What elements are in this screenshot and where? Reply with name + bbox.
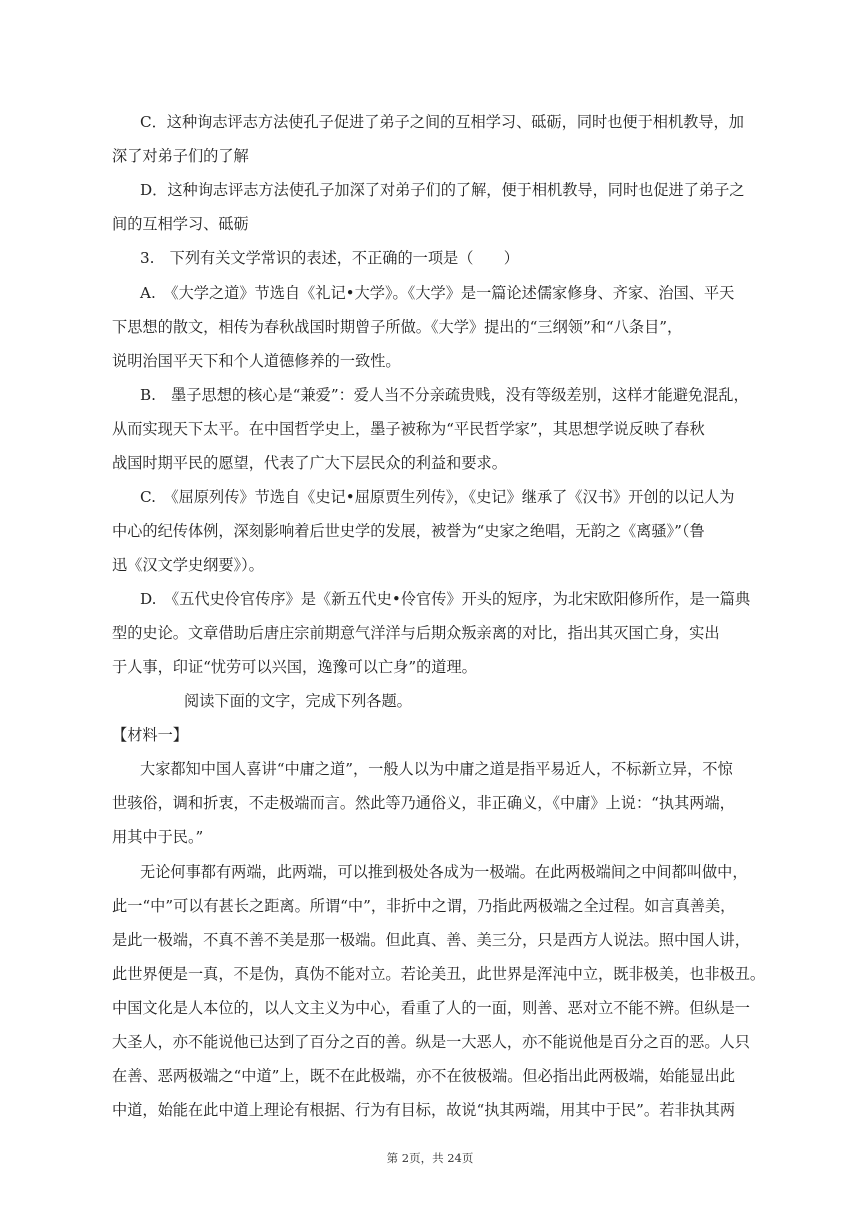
q3-option-a-line-2: 下思想的散文，相传为春秋战国时期曾子所做。《大学》提出的“三纲领”和“八条目”， <box>112 318 683 336</box>
option-d-line-1: D．这种询志评志方法使孔子加深了对弟子们的了解，便于相机教导，同时也促进了弟子之 <box>140 181 745 199</box>
q3-option-c-line-1: C. 《屈原列传》节选自《史记•屈原贾生列传》，《史记》继承了《汉书》开创的以记人为 <box>140 488 735 506</box>
material-one-heading: 【材料一】 <box>112 726 188 744</box>
q3-option-d-line-2: 型的史论。文章借助后唐庄宗前期意气洋洋与后期众叛亲离的对比，指出其灭国亡身，实出 <box>112 624 720 642</box>
option-d-line-2: 间的互相学习、砥砺 <box>112 215 249 233</box>
reading-instruction: 阅读下面的文字，完成下列各题。 <box>184 692 412 710</box>
q3-option-c-line-3: 迅《汉文学史纲要》）。 <box>112 556 264 574</box>
material-paragraph-2-line-4: 此世界便是一真，不是伪，真伪不能对立。若论美丑，此世界是浑沌中立，既非极美，也非极丑。 <box>112 965 766 983</box>
option-c-line-2: 深了对弟子们的了解 <box>112 147 249 165</box>
q3-option-d-line-3: 于人事，印证“忧劳可以兴国，逸豫可以亡身”的道理。 <box>112 658 477 676</box>
q3-option-b-line-2: 从而实现天下太平。在中国哲学史上，墨子被称为“平民哲学家”，其思想学说反映了春秋 <box>112 420 705 438</box>
question-3: 3. 下列有关文学常识的表述，不正确的一项是（ ） <box>140 249 519 267</box>
material-paragraph-2-line-2: 此一“中”可以有甚长之距离。所谓“中”，非折中之谓，乃指此两极端之全过程。如言真善美， <box>112 897 736 915</box>
material-paragraph-2-line-5: 中国文化是人本位的，以人文主义为中心，看重了人的一面，则善、恶对立不能不辨。但纵是一 <box>112 999 750 1017</box>
material-paragraph-1-line-1: 大家都知中国人喜讲“中庸之道”，一般人以为中庸之道是指平易近人，不标新立异，不惊 <box>140 760 733 778</box>
material-paragraph-1-line-3: 用其中于民。” <box>112 828 204 846</box>
q3-option-c-line-2: 中心的纪传体例，深刻影响着后世史学的发展，被誉为“史家之绝唱，无韵之《离骚》”（鲁 <box>112 522 705 540</box>
q3-option-d-line-1: D. 《五代史伶官传序》是《新五代史•伶官传》开头的短序，为北宋欧阳修所作，是一篇典 <box>140 590 751 608</box>
material-paragraph-2-line-6: 大圣人，亦不能说他已达到了百分之百的善。纵是一大恶人，亦不能说他是百分之百的恶。人只 <box>112 1033 750 1051</box>
material-paragraph-2-line-3: 是此一极端，不真不善不美是那一极端。但此真、善、美三分，只是西方人说法。照中国人讲， <box>112 931 750 949</box>
q3-option-b-line-1: B. 墨子思想的核心是“兼爱”：爱人当不分亲疏贵贱，没有等级差别，这样才能避免混乱， <box>140 386 749 404</box>
material-paragraph-2-line-8: 中道，始能在此中道上理论有根据、行为有目标，故说“执其两端，用其中于民”。若非执其两 <box>112 1101 736 1119</box>
q3-option-a-line-1: A. 《大学之道》节选自《礼记•大学》。《大学》是一篇论述儒家修身、齐家、治国、平天 <box>140 284 735 302</box>
q3-option-a-line-3: 说明治国平天下和个人道德修养的一致性。 <box>112 352 401 370</box>
page-footer: 第 2页，共 24页 <box>386 1151 474 1165</box>
material-paragraph-2-line-7: 在善、恶两极端之“中道”上，既不在此极端，亦不在彼极端。但必指出此两极端，始能显出此 <box>112 1067 736 1085</box>
q3-option-b-line-3: 战国时期平民的愿望，代表了广大下层民众的利益和要求。 <box>112 454 507 472</box>
material-paragraph-2-line-1: 无论何事都有两端，此两端，可以推到极处各成为一极端。在此两极端间之中间都叫做中， <box>140 863 748 881</box>
option-c-line-1: C．这种询志评志方法使孔子促进了弟子之间的互相学习、砥砺，同时也便于相机教导，加 <box>140 113 744 131</box>
material-paragraph-1-line-2: 世骇俗，调和折衷，不走极端而言。然此等乃通俗义，非正确义，《中庸》上说：“执其两端， <box>112 794 735 812</box>
